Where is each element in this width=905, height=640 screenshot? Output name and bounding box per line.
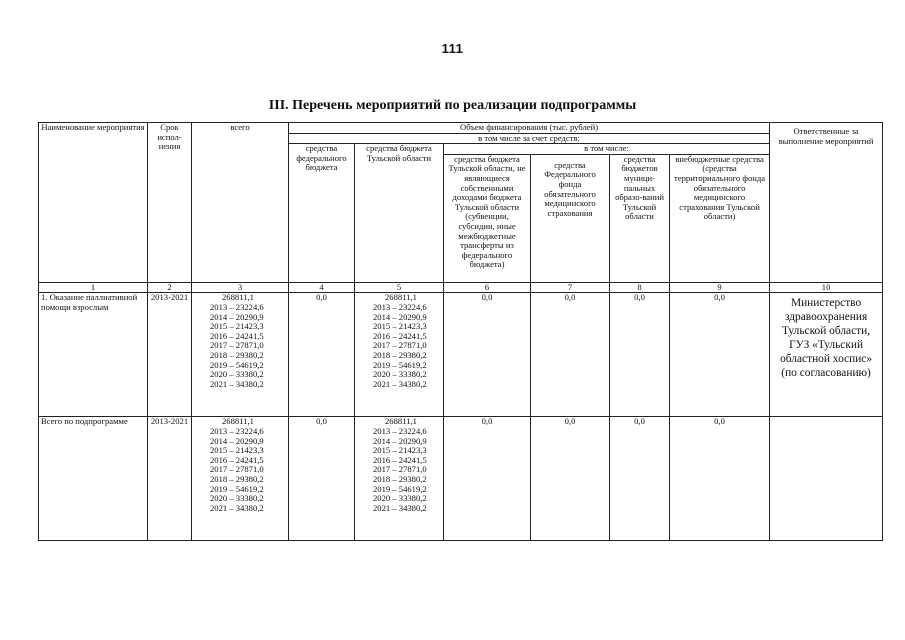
row-term: 2013-2021 <box>148 417 192 541</box>
column-number: 8 <box>610 282 670 293</box>
row-sub-b: 0,0 <box>531 417 610 541</box>
header-funding: Объем финансирования (тыс. рублей) <box>289 123 770 134</box>
row-sub-c: 0,0 <box>610 293 670 417</box>
header-sub-a: средства бюджета Тульской области, не являющиеся собственными доходами бюджета Тульской области (субвенции, субсидии, иные межбюджетные трансферты из федерального бюджета) <box>444 154 531 282</box>
page-number: 111 <box>441 41 464 56</box>
row-federal: 0,0 <box>289 293 355 417</box>
column-number: 2 <box>148 282 192 293</box>
header-sub-d: внебюджетные средства (средства территориального фонда обязательного медицинского страхования Тульской области) <box>670 154 770 282</box>
row-federal: 0,0 <box>289 417 355 541</box>
column-number: 9 <box>670 282 770 293</box>
row-responsible: Министерство здравоохранения Тульской области, ГУЗ «Тульский областной хоспис» (по согласованию) <box>770 293 883 417</box>
column-number: 7 <box>531 282 610 293</box>
header-term: Срок испол-нения <box>148 123 192 283</box>
header-including: в том числе: <box>444 144 770 155</box>
row-regional: 268811,1 2013 – 23224,6 2014 – 20290,9 2015 – 21423,3 2016 – 24241,5 2017 – 27871,0 2018 – 29380,2 2019 – 54619,2 2020 – 33380,2 2021 – 34380,2 <box>355 293 444 417</box>
row-name: Всего по подпрограмме <box>39 417 148 541</box>
header-sub-b: средства Федерального фонда обязательного медицинского страхования <box>531 154 610 282</box>
header-federal: средства федерального бюджета <box>289 144 355 283</box>
row-sub-a: 0,0 <box>444 293 531 417</box>
header-regional: средства бюджета Тульской области <box>355 144 444 283</box>
row-name: 1. Оказание паллиативной помощи взрослым <box>39 293 148 417</box>
column-number: 1 <box>39 282 148 293</box>
header-name: Наименование мероприятия <box>39 123 148 283</box>
table-row <box>39 417 883 541</box>
row-regional: 268811,1 2013 – 23224,6 2014 – 20290,9 2015 – 21423,3 2016 – 24241,5 2017 – 27871,0 2018 – 29380,2 2019 – 54619,2 2020 – 33380,2 2021 – 34380,2 <box>355 417 444 541</box>
row-sub-d: 0,0 <box>670 293 770 417</box>
document-title: III. Перечень мероприятий по реализации подпрограммы <box>268 98 637 113</box>
row-total: 268811,1 2013 – 23224,6 2014 – 20290,9 2015 – 21423,3 2016 – 24241,5 2017 – 27871,0 2018 – 29380,2 2019 – 54619,2 2020 – 33380,2 2021 – 34380,2 <box>192 417 289 541</box>
row-sub-c: 0,0 <box>610 417 670 541</box>
header-total: всего <box>192 123 289 283</box>
row-sub-b: 0,0 <box>531 293 610 417</box>
column-number: 4 <box>289 282 355 293</box>
row-sub-d: 0,0 <box>670 417 770 541</box>
row-responsible <box>770 417 883 541</box>
row-sub-a: 0,0 <box>444 417 531 541</box>
column-number: 5 <box>355 282 444 293</box>
row-total: 268811,1 2013 – 23224,6 2014 – 20290,9 2015 – 21423,3 2016 – 24241,5 2017 – 27871,0 2018 – 29380,2 2019 – 54619,2 2020 – 33380,2 2021 – 34380,2 <box>192 293 289 417</box>
column-number: 3 <box>192 282 289 293</box>
column-number: 10 <box>770 282 883 293</box>
row-term: 2013-2021 <box>148 293 192 417</box>
activities-table <box>38 122 883 541</box>
column-number: 6 <box>444 282 531 293</box>
header-responsible: Ответственные за выполнение мероприятий <box>770 123 883 283</box>
header-sub-c: средства бюджетов муници-пальных образо-ваний Тульской области <box>610 154 670 282</box>
header-including-sources: в том числе за счет средств: <box>289 133 770 144</box>
table-row <box>39 293 883 417</box>
